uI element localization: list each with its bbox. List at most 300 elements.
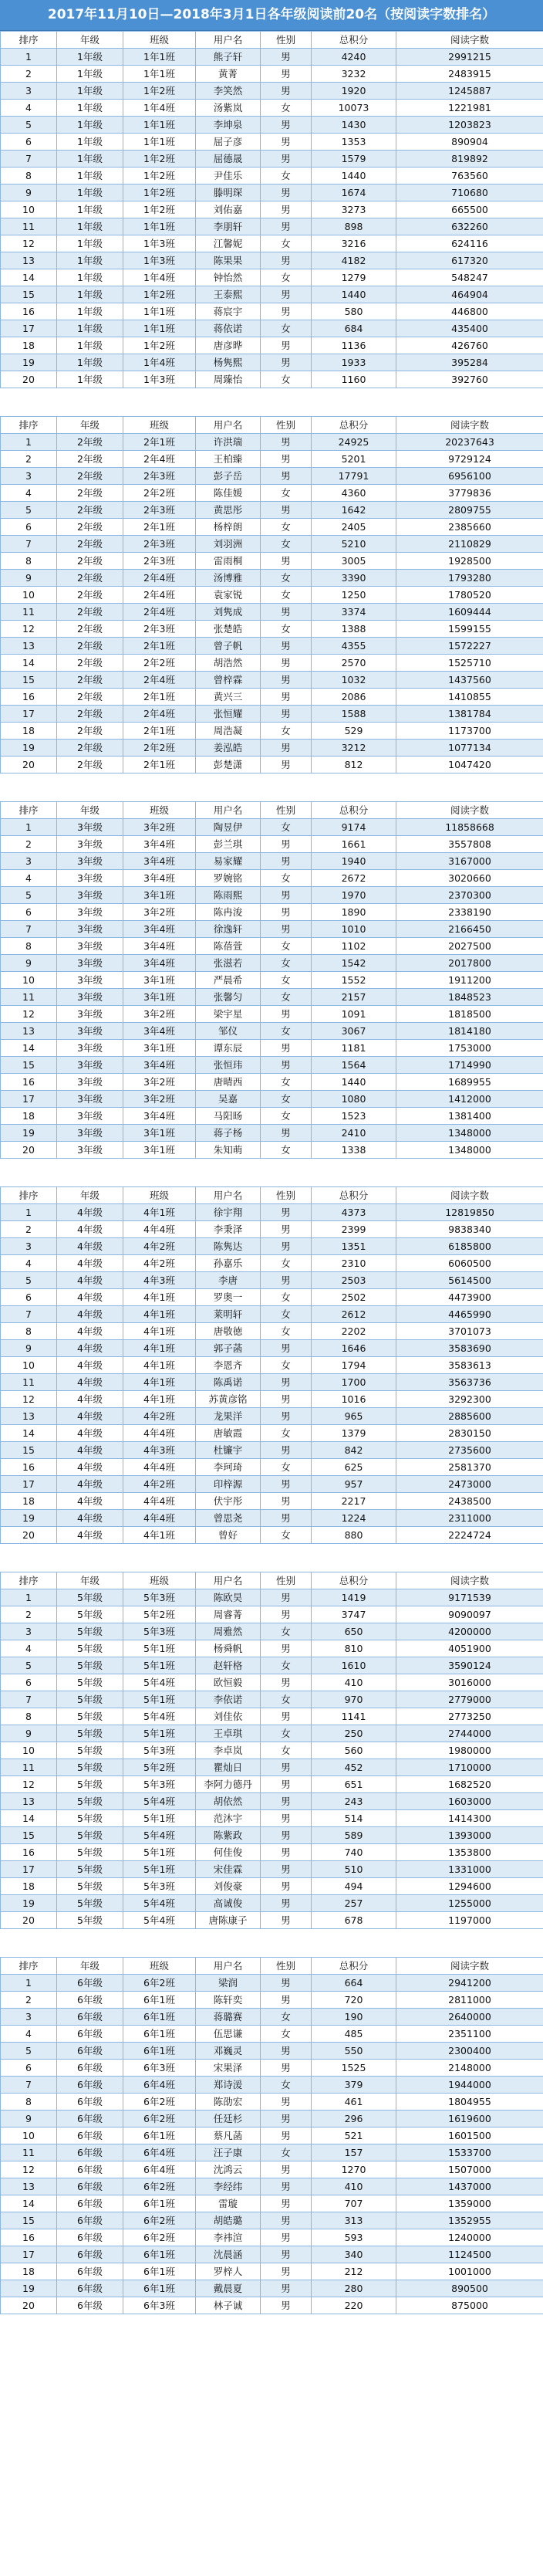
cell-class: 5年1班	[123, 1844, 196, 1861]
cell-gender: 男	[261, 1589, 312, 1606]
cell-user: 杨隽熙	[196, 354, 261, 371]
cell-rank: 1	[1, 1204, 57, 1221]
cell-grade: 6年级	[57, 2178, 123, 2195]
cell-user: 陈轩奕	[196, 1992, 261, 2009]
cell-rank: 17	[1, 1476, 57, 1493]
cell-user: 马阳旸	[196, 1108, 261, 1125]
cell-rank: 6	[1, 2060, 57, 2077]
cell-class: 2年2班	[123, 740, 196, 757]
cell-grade: 5年级	[57, 1657, 123, 1674]
table-row	[1, 519, 543, 536]
table-row	[1, 1442, 543, 1459]
table-row	[1, 1040, 543, 1057]
cell-grade: 4年级	[57, 1391, 123, 1408]
cell-user: 黄思彤	[196, 502, 261, 519]
cell-grade: 4年级	[57, 1255, 123, 1272]
cell-words: 1240000	[396, 2229, 543, 2246]
cell-rank: 4	[1, 2026, 57, 2043]
cell-grade: 1年级	[57, 337, 123, 354]
cell-points: 2612	[312, 1306, 396, 1323]
table-row	[1, 2246, 543, 2263]
cell-grade: 3年级	[57, 955, 123, 972]
cell-words: 1348000	[396, 1142, 543, 1159]
cell-words: 1944000	[396, 2077, 543, 2094]
cell-class: 6年4班	[123, 2161, 196, 2178]
cell-rank: 7	[1, 1306, 57, 1323]
table-row	[1, 1810, 543, 1827]
cell-gender: 男	[261, 1221, 312, 1238]
cell-gender: 男	[261, 853, 312, 870]
cell-rank: 9	[1, 955, 57, 972]
cell-points: 1542	[312, 955, 396, 972]
table-row	[1, 434, 543, 451]
cell-points: 842	[312, 1442, 396, 1459]
cell-points: 3747	[312, 1606, 396, 1623]
cell-user: 易家耀	[196, 853, 261, 870]
cell-rank: 6	[1, 1674, 57, 1691]
table-row	[1, 2144, 543, 2161]
table-row	[1, 2094, 543, 2111]
cell-rank: 3	[1, 2009, 57, 2026]
cell-grade: 2年级	[57, 485, 123, 502]
cell-rank: 8	[1, 938, 57, 955]
column-header-points: 总积分	[312, 417, 396, 434]
cell-class: 4年1班	[123, 1306, 196, 1323]
cell-grade: 1年级	[57, 49, 123, 66]
cell-words: 1047420	[396, 757, 543, 773]
cell-grade: 5年级	[57, 1895, 123, 1912]
cell-words: 710680	[396, 184, 543, 201]
cell-rank: 3	[1, 83, 57, 100]
table-row	[1, 819, 543, 836]
cell-gender: 男	[261, 66, 312, 83]
cell-user: 汪子康	[196, 2144, 261, 2161]
cell-class: 4年1班	[123, 1204, 196, 1221]
cell-words: 5614500	[396, 1272, 543, 1289]
cell-words: 1124500	[396, 2246, 543, 2263]
cell-gender: 男	[261, 1895, 312, 1912]
cell-user: 汤紫岚	[196, 100, 261, 117]
cell-gender: 男	[261, 1975, 312, 1992]
cell-class: 4年3班	[123, 1272, 196, 1289]
cell-words: 3292300	[396, 1391, 543, 1408]
cell-grade: 2年级	[57, 655, 123, 672]
cell-class: 5年1班	[123, 1640, 196, 1657]
cell-words: 3563736	[396, 1374, 543, 1391]
cell-user: 徐宇翔	[196, 1204, 261, 1221]
table-row	[1, 1272, 543, 1289]
cell-words: 1352955	[396, 2212, 543, 2229]
cell-user: 谭东辰	[196, 1040, 261, 1057]
cell-points: 5210	[312, 536, 396, 553]
cell-class: 1年1班	[123, 66, 196, 83]
cell-gender: 男	[261, 689, 312, 706]
cell-gender: 男	[261, 2212, 312, 2229]
cell-rank: 18	[1, 1108, 57, 1125]
cell-gender: 男	[261, 354, 312, 371]
cell-grade: 3年级	[57, 1142, 123, 1159]
cell-grade: 2年级	[57, 553, 123, 570]
cell-grade: 5年级	[57, 1912, 123, 1929]
table-header-row	[1, 417, 543, 434]
column-header-class: 班级	[123, 1958, 196, 1975]
cell-gender: 男	[261, 1442, 312, 1459]
cell-gender: 女	[261, 1527, 312, 1544]
cell-points: 664	[312, 1975, 396, 1992]
cell-gender: 女	[261, 2077, 312, 2094]
cell-rank: 8	[1, 1708, 57, 1725]
cell-words: 763560	[396, 168, 543, 184]
cell-words: 9090097	[396, 1606, 543, 1623]
table-row	[1, 723, 543, 740]
cell-grade: 6年级	[57, 2026, 123, 2043]
cell-points: 707	[312, 2195, 396, 2212]
cell-points: 720	[312, 1992, 396, 2009]
cell-class: 4年1班	[123, 1340, 196, 1357]
cell-points: 340	[312, 2246, 396, 2263]
cell-rank: 4	[1, 1255, 57, 1272]
cell-gender: 男	[261, 218, 312, 235]
cell-grade: 4年级	[57, 1340, 123, 1357]
cell-words: 4200000	[396, 1623, 543, 1640]
cell-points: 379	[312, 2077, 396, 2094]
cell-points: 5201	[312, 451, 396, 468]
cell-user: 杨舜帆	[196, 1640, 261, 1657]
cell-class: 3年1班	[123, 972, 196, 989]
cell-points: 1525	[312, 2060, 396, 2077]
cell-user: 陈欧昊	[196, 1589, 261, 1606]
cell-user: 曾好	[196, 1527, 261, 1544]
cell-user: 郭子菡	[196, 1340, 261, 1357]
cell-rank: 12	[1, 1391, 57, 1408]
cell-class: 1年2班	[123, 337, 196, 354]
cell-gender: 男	[261, 184, 312, 201]
cell-grade: 2年级	[57, 757, 123, 773]
cell-user: 莱明轩	[196, 1306, 261, 1323]
table-row	[1, 1776, 543, 1793]
cell-rank: 4	[1, 870, 57, 887]
cell-rank: 11	[1, 604, 57, 621]
cell-class: 6年4班	[123, 2077, 196, 2094]
cell-gender: 女	[261, 1306, 312, 1323]
cell-points: 212	[312, 2263, 396, 2280]
table-row	[1, 1895, 543, 1912]
column-header-points: 总积分	[312, 1958, 396, 1975]
cell-words: 1818500	[396, 1006, 543, 1023]
cell-gender: 男	[261, 2111, 312, 2127]
cell-gender: 男	[261, 1759, 312, 1776]
cell-class: 4年4班	[123, 1510, 196, 1527]
cell-user: 李珂琦	[196, 1459, 261, 1476]
cell-grade: 2年级	[57, 502, 123, 519]
cell-class: 5年4班	[123, 1674, 196, 1691]
column-header-points: 总积分	[312, 802, 396, 819]
cell-user: 刘羽洲	[196, 536, 261, 553]
cell-words: 1381400	[396, 1108, 543, 1125]
cell-grade: 5年级	[57, 1725, 123, 1742]
cell-words: 3590124	[396, 1657, 543, 1674]
cell-points: 2570	[312, 655, 396, 672]
column-header-rank: 排序	[1, 32, 57, 49]
cell-gender: 男	[261, 1776, 312, 1793]
cell-user: 严晨希	[196, 972, 261, 989]
column-header-grade: 年级	[57, 1958, 123, 1975]
cell-class: 5年2班	[123, 1759, 196, 1776]
cell-grade: 2年级	[57, 723, 123, 740]
table-row	[1, 1493, 543, 1510]
table-row	[1, 218, 543, 235]
cell-grade: 5年级	[57, 1861, 123, 1878]
cell-class: 2年1班	[123, 434, 196, 451]
cell-points: 1642	[312, 502, 396, 519]
cell-class: 2年3班	[123, 621, 196, 638]
cell-words: 617320	[396, 252, 543, 269]
table-row	[1, 1091, 543, 1108]
cell-words: 548247	[396, 269, 543, 286]
cell-class: 6年2班	[123, 2094, 196, 2111]
cell-gender: 男	[261, 2246, 312, 2263]
cell-rank: 7	[1, 2077, 57, 2094]
cell-user: 印梓源	[196, 1476, 261, 1493]
section-gap	[0, 1159, 543, 1186]
cell-points: 1091	[312, 1006, 396, 1023]
column-header-rank: 排序	[1, 1572, 57, 1589]
cell-user: 胡皓璐	[196, 2212, 261, 2229]
cell-grade: 1年级	[57, 235, 123, 252]
cell-gender: 女	[261, 989, 312, 1006]
cell-gender: 男	[261, 151, 312, 168]
cell-words: 2735600	[396, 1442, 543, 1459]
cell-gender: 女	[261, 1691, 312, 1708]
cell-user: 姜泓皓	[196, 740, 261, 757]
column-header-class: 班级	[123, 1187, 196, 1204]
cell-grade: 5年级	[57, 1827, 123, 1844]
cell-class: 4年2班	[123, 1238, 196, 1255]
cell-class: 6年1班	[123, 1992, 196, 2009]
cell-rank: 15	[1, 286, 57, 303]
cell-words: 2166450	[396, 921, 543, 938]
cell-gender: 男	[261, 1238, 312, 1255]
cell-points: 1102	[312, 938, 396, 955]
cell-points: 580	[312, 303, 396, 320]
table-row	[1, 1527, 543, 1544]
cell-grade: 2年级	[57, 604, 123, 621]
cell-words: 1077134	[396, 740, 543, 757]
cell-points: 1080	[312, 1091, 396, 1108]
cell-grade: 6年级	[57, 2263, 123, 2280]
cell-gender: 男	[261, 2127, 312, 2144]
cell-points: 1440	[312, 286, 396, 303]
cell-gender: 男	[261, 303, 312, 320]
cell-points: 1970	[312, 887, 396, 904]
cell-points: 1933	[312, 354, 396, 371]
table-row	[1, 235, 543, 252]
cell-rank: 20	[1, 1527, 57, 1544]
column-header-words: 阅读字数	[396, 802, 543, 819]
cell-rank: 18	[1, 2263, 57, 2280]
cell-points: 313	[312, 2212, 396, 2229]
cell-gender: 男	[261, 1391, 312, 1408]
cell-user: 江馨妮	[196, 235, 261, 252]
cell-user: 蔡凡菡	[196, 2127, 261, 2144]
cell-words: 446800	[396, 303, 543, 320]
cell-words: 632260	[396, 218, 543, 235]
table-row	[1, 2026, 543, 2043]
cell-rank: 9	[1, 1725, 57, 1742]
cell-gender: 男	[261, 2043, 312, 2060]
cell-class: 3年2班	[123, 1074, 196, 1091]
cell-words: 9838340	[396, 1221, 543, 1238]
cell-class: 6年1班	[123, 2280, 196, 2297]
cell-rank: 13	[1, 1023, 57, 1040]
section-gap	[0, 1544, 543, 1572]
table-row	[1, 1323, 543, 1340]
cell-class: 1年2班	[123, 201, 196, 218]
cell-grade: 4年级	[57, 1204, 123, 1221]
cell-class: 2年2班	[123, 655, 196, 672]
cell-gender: 女	[261, 1323, 312, 1340]
cell-words: 1804955	[396, 2094, 543, 2111]
cell-gender: 男	[261, 1810, 312, 1827]
cell-class: 4年2班	[123, 1476, 196, 1493]
cell-points: 2086	[312, 689, 396, 706]
cell-grade: 1年级	[57, 269, 123, 286]
cell-rank: 1	[1, 1589, 57, 1606]
cell-grade: 6年级	[57, 1975, 123, 1992]
cell-gender: 女	[261, 1357, 312, 1374]
cell-class: 6年1班	[123, 2263, 196, 2280]
cell-gender: 女	[261, 1142, 312, 1159]
cell-grade: 5年级	[57, 1623, 123, 1640]
cell-user: 张滋若	[196, 955, 261, 972]
table-row	[1, 1510, 543, 1527]
cell-words: 2779000	[396, 1691, 543, 1708]
cell-user: 张馨匀	[196, 989, 261, 1006]
cell-rank: 6	[1, 134, 57, 151]
cell-gender: 男	[261, 1374, 312, 1391]
cell-words: 2773250	[396, 1708, 543, 1725]
cell-rank: 19	[1, 740, 57, 757]
cell-user: 唐晴西	[196, 1074, 261, 1091]
cell-gender: 男	[261, 1272, 312, 1289]
cell-class: 1年4班	[123, 100, 196, 117]
table-row	[1, 468, 543, 485]
cell-gender: 男	[261, 1793, 312, 1810]
cell-gender: 女	[261, 587, 312, 604]
cell-rank: 12	[1, 1776, 57, 1793]
cell-gender: 男	[261, 201, 312, 218]
cell-class: 5年1班	[123, 1657, 196, 1674]
cell-grade: 5年级	[57, 1759, 123, 1776]
cell-class: 6年4班	[123, 2144, 196, 2161]
cell-class: 5年4班	[123, 1912, 196, 1929]
table-row	[1, 570, 543, 587]
cell-rank: 13	[1, 252, 57, 269]
cell-words: 2385660	[396, 519, 543, 536]
cell-gender: 女	[261, 819, 312, 836]
cell-words: 2370300	[396, 887, 543, 904]
cell-user: 伍思谦	[196, 2026, 261, 2043]
cell-rank: 5	[1, 887, 57, 904]
cell-words: 875000	[396, 2297, 543, 2314]
cell-user: 曾子帆	[196, 638, 261, 655]
cell-grade: 4年级	[57, 1459, 123, 1476]
grade-ranking-table	[0, 31, 543, 388]
table-row	[1, 621, 543, 638]
cell-user: 伏宇彤	[196, 1493, 261, 1510]
cell-words: 2744000	[396, 1725, 543, 1742]
cell-words: 3020660	[396, 870, 543, 887]
table-row	[1, 1408, 543, 1425]
table-row	[1, 757, 543, 773]
table-row	[1, 201, 543, 218]
cell-rank: 3	[1, 853, 57, 870]
cell-class: 6年2班	[123, 2111, 196, 2127]
cell-words: 4465990	[396, 1306, 543, 1323]
cell-points: 1579	[312, 151, 396, 168]
cell-user: 陈劭宏	[196, 2094, 261, 2111]
cell-user: 杜镰宇	[196, 1442, 261, 1459]
cell-rank: 5	[1, 2043, 57, 2060]
cell-points: 1141	[312, 1708, 396, 1725]
table-row	[1, 2127, 543, 2144]
cell-class: 2年3班	[123, 502, 196, 519]
cell-gender: 女	[261, 2009, 312, 2026]
cell-grade: 3年级	[57, 1023, 123, 1040]
cell-grade: 2年级	[57, 621, 123, 638]
cell-user: 邹仪	[196, 1023, 261, 1040]
cell-class: 3年2班	[123, 1006, 196, 1023]
cell-points: 220	[312, 2297, 396, 2314]
cell-grade: 4年级	[57, 1357, 123, 1374]
cell-words: 1980000	[396, 1742, 543, 1759]
cell-user: 曾思尧	[196, 1510, 261, 1527]
cell-rank: 19	[1, 1125, 57, 1142]
cell-grade: 5年级	[57, 1810, 123, 1827]
cell-user: 刘佳依	[196, 1708, 261, 1725]
cell-gender: 男	[261, 887, 312, 904]
cell-points: 521	[312, 2127, 396, 2144]
cell-gender: 男	[261, 740, 312, 757]
cell-gender: 女	[261, 723, 312, 740]
cell-grade: 1年级	[57, 100, 123, 117]
cell-user: 唐敏霞	[196, 1425, 261, 1442]
cell-words: 2885600	[396, 1408, 543, 1425]
cell-gender: 男	[261, 1057, 312, 1074]
table-header-row	[1, 1958, 543, 1975]
cell-class: 3年4班	[123, 921, 196, 938]
cell-words: 1348000	[396, 1125, 543, 1142]
cell-grade: 5年级	[57, 1691, 123, 1708]
cell-grade: 1年级	[57, 184, 123, 201]
cell-words: 1682520	[396, 1776, 543, 1793]
cell-grade: 1年级	[57, 201, 123, 218]
cell-user: 周臻怡	[196, 371, 261, 388]
table-row	[1, 672, 543, 689]
table-row	[1, 689, 543, 706]
table-row	[1, 485, 543, 502]
table-row	[1, 2212, 543, 2229]
cell-words: 4051900	[396, 1640, 543, 1657]
cell-points: 24925	[312, 434, 396, 451]
cell-grade: 1年级	[57, 151, 123, 168]
cell-rank: 4	[1, 100, 57, 117]
cell-grade: 2年级	[57, 451, 123, 468]
cell-user: 何佳俊	[196, 1844, 261, 1861]
cell-grade: 1年级	[57, 320, 123, 337]
cell-rank: 16	[1, 1459, 57, 1476]
column-header-rank: 排序	[1, 417, 57, 434]
